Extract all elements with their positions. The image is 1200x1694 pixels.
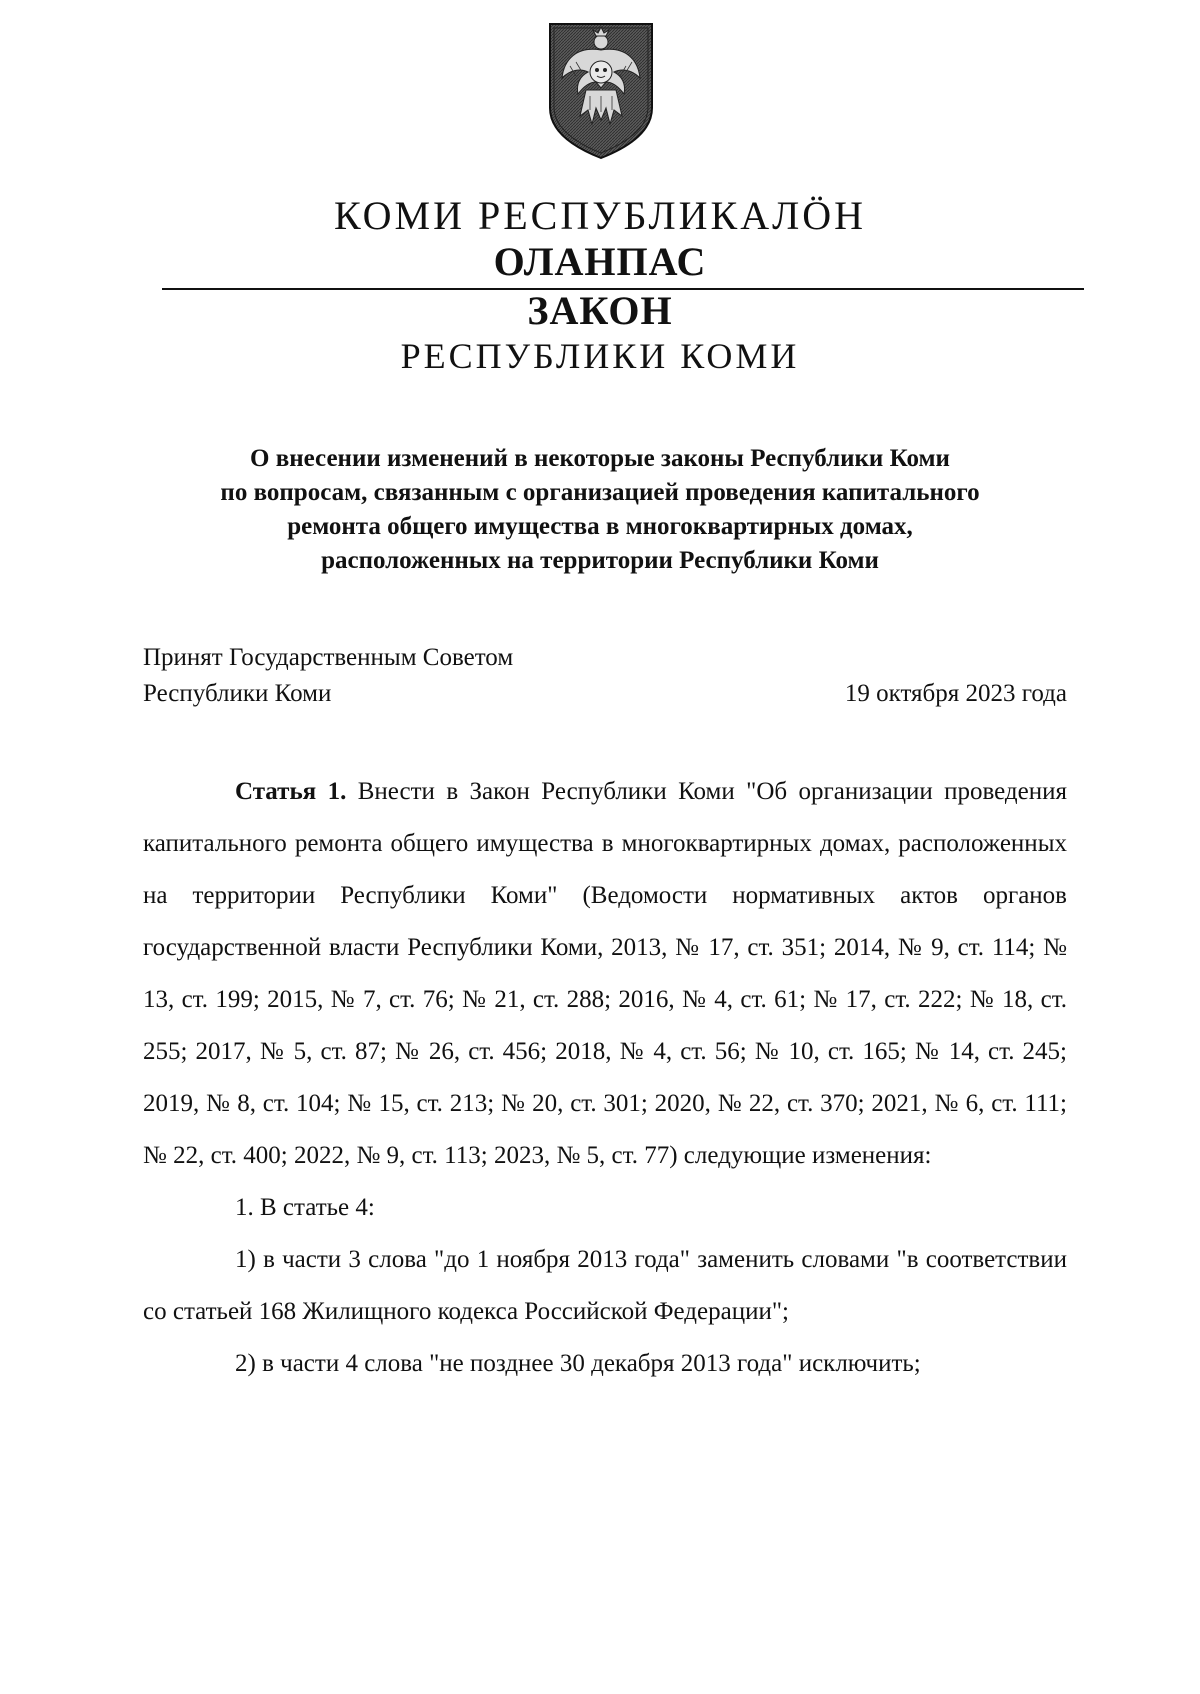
law-title: [120, 442, 1080, 578]
amendment-item: 1. В статье 4:: [235, 1194, 375, 1221]
law-title-line: расположенных на территории Республики Коми: [321, 547, 879, 574]
law-body: [143, 766, 1067, 1390]
adoption-date: 19 октября 2023 года: [844, 680, 1067, 707]
adoption-line-2: Республики Коми: [143, 680, 332, 707]
amendment-item: 2) в части 4 слова "не позднее 30 декабря 2013 года" исключить;: [235, 1350, 921, 1377]
article-1-label: Статья 1.: [235, 778, 347, 805]
amendment-item: 1) в части 3 слова "до 1 ноября 2013 года" заменить словами "в соответствии со статьей 168 Жилищного кодекса Российской Федерации";: [143, 1246, 1067, 1325]
coat-of-arms-emblem: [546, 20, 656, 162]
law-title-line: по вопросам, связанным с организацией проведения капитального: [220, 479, 980, 506]
header-komi-line: КОМИ РЕСПУБЛИКАЛӦН: [333, 193, 867, 238]
header-zakon: ЗАКОН: [527, 288, 673, 333]
article-1-paragraph: [143, 766, 1067, 1182]
law-title-line: О внесении изменений в некоторые законы Республики Коми: [250, 445, 950, 472]
adoption-line-1: Принят Государственным Советом: [143, 644, 514, 671]
header-republic-line: РЕСПУБЛИКИ КОМИ: [400, 336, 800, 376]
header-olanpas: ОЛАНПАС: [493, 239, 707, 284]
article-1-text: Внести в Закон Республики Коми "Об организации проведения капитального ремонта общего имущества в многоквартирных домах, расположенных на территории Республики Коми" (Ведомости нормативных актов органов государственной власти Республики Коми, 2013, № 17, ст. 351; 2014, № 9, ст. 114; № 13, ст. 199; 2015, № 7, ст. 76; № 21, ст. 288; 2016, № 4, ст. 61; № 17, ст. 222; № 18, ст. 255; 2017, № 5, ст. 87; № 26, ст. 456; 2018, № 4, ст. 56; № 10, ст. 165; № 14, ст. 245; 2019, № 8, ст. 104; № 15, ст. 213; № 20, ст. 301; 2020, № 22, ст. 370; 2021, № 6, ст. 111; № 22, ст. 400; 2022, № 9, ст. 113; 2023, № 5, ст. 77) следующие изменения:: [143, 778, 1068, 1169]
law-title-line: ремонта общего имущества в многоквартирных домах,: [287, 513, 913, 540]
adoption-statement: [143, 640, 513, 712]
